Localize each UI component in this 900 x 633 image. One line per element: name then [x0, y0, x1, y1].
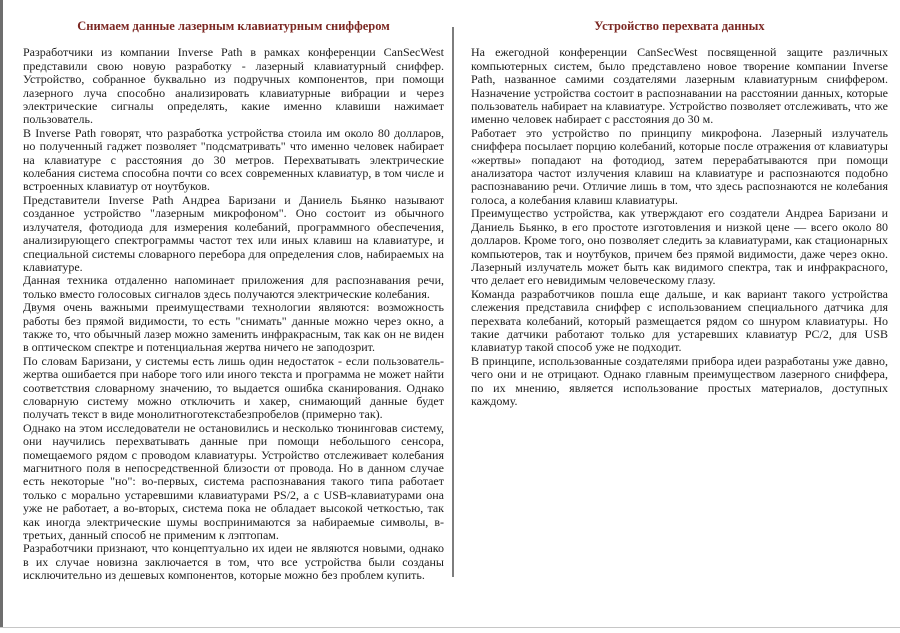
left-paragraph: Разработчики признают, что концептуально их идеи не являются новыми, однако в их случае новизна заключается в том, что все устройства были созданы исключительно из дешевых компонентов, которые можно без проблем купить.	[23, 541, 444, 583]
right-paragraph: В принципе, использованные создателями прибора идеи разработаны уже давно, чего они и не отрицают. Однако главным преимуществом лазерного сниффера, по их мнению, является использование простых материалов, доступных каждому.	[471, 353, 888, 408]
right-paragraph: Работает это устройство по принципу микрофона. Лазерный излучатель сниффера посылает порцию колебаний, которые после отражения от клавиатуры «жертвы» попадают на фотодиод, затем перерабатываются при помощи анализатора частот излучения клавиш на клавиатуре и распознаются подобно распознаванию речи. Отличие лишь в том, что здесь распознаются не колебания голоса, а колебания клавиш клавиатуры.	[471, 125, 888, 207]
left-paragraph: Двумя очень важными преимуществами технологии являются: возможность работы без прямой видимости, то есть "снимать" данные можно через окно, а также то, что обычный лазер можно заменить инфракрасным, так как он не виден в оптическом спектре и потенциальная жертва ничего не заподозрит.	[23, 300, 444, 355]
page-bottom-edge	[0, 627, 900, 628]
page-left-edge	[0, 0, 3, 628]
left-column	[23, 20, 444, 583]
column-divider	[452, 27, 454, 577]
left-paragraph: Данная техника отдаленно напоминает приложения для распознавания речи, только вместо голосовых сигналов здесь получаются электрические колебания.	[23, 273, 444, 301]
right-column-heading: Устройство перехвата данных	[594, 19, 765, 33]
left-paragraph: Разработчики из компании Inverse Path в рамках конференции CanSecWest представили свою новую разработку - лазерный клавиатурный сниффер. Устройство, собранное буквально из подручных компонентов, при помощи лазерного луча способно анализировать клавиатурные вибрации и через электрические сигналы определять, какие именно клавиши нажимает пользователь.	[23, 45, 444, 127]
left-paragraph: Однако на этом исследователи не остановились и несколько тюнинговав систему, они научились перехватывать данные при помощи небольшого сенсора, помещаемого рядом с проводом клавиатуры. Устройство отслеживает колебания магнитного поля в непосредственной близости от провода. Но в данном случае есть некоторые "но": во-первых, система распознавания такого типа работает только с морально устаревшими клавиатурами PS/2, а с USB-клавиатурами она уже не работает, а во-вторых, система пока не обладает высокой четкостью, так как иногда электрические шумы воспринимаются за набираемые символы, в-третьих, данный способ не применим к лэптопам.	[23, 420, 444, 543]
right-paragraph: Преимущество устройства, как утверждают его создатели Андреа Баризани и Даниель Бьянко, в его простоте изготовления и низкой цене — всего около 80 долларов. Кроме того, оно позволяет следить за клавиатурами, как стационарных компьютеров, так и ноутбуков, причем без прямой видимости, даже через окно. Лазерный излучатель может быть как видимого спектра, так и инфракрасного, что делает его невидимым человеческому глазу.	[471, 206, 888, 288]
left-paragraph: По словам Баризани, у системы есть лишь один недостаток - если пользователь-жертва ошибается при наборе того или иного текста и программа не может найти соответствия словарному значению, то выдается ошибка сканирования. Однако словарную систему можно отключить и хакер, снимающий данные будет получать текст в виде монолитноготекстабезпробелов (примерно так).	[23, 353, 444, 422]
left-paragraph: В Inverse Path говорят, что разработка устройства стоила им около 80 долларов, но полученный гаджет позволяет "подсматривать" что именно человек набирает на клавиатуре с расстояния до 30 метров. Перехватывать электрические колебания система способна почти со всех современных клавиатур, в том числе и встроенных клавиатур от ноутбуков.	[23, 125, 444, 194]
left-paragraph: Представители Inverse Path Андреа Баризани и Даниель Бьянко называют созданное устройство "лазерным микрофоном". Оно состоит из обычного излучателя, фотодиода для измерения колебаний, программного обеспечения, анализирующего спектрограммы частот тех или иных клавиш на клавиатуре, и специальной системы словарного перебора для определения слов, набираемых на клавиатуре.	[23, 192, 444, 274]
right-paragraph: Команда разработчиков пошла еще дальше, и как вариант такого устройства слежения представила сниффер с использованием специального датчика для перехвата колебаний, который размещается рядом со шнуром клавиатуры. Но такие датчики работают только для устаревших клавиатур PC/2, для USB клавиатур такой способ уже не подходит.	[471, 286, 888, 355]
left-column-heading: Снимаем данные лазерным клавиатурным сниффером	[77, 19, 390, 33]
right-paragraph: На ежегодной конференции CanSecWest посвященной защите различных компьютерных систем, было представлено новое творение компании Inverse Path, названное самими создателями лазерным клавиатурным сниффером. Назначение устройства состоит в распознавании на расстоянии данных, которые пользователь набирает на клавиатуре. Устройство позволяет отслеживать, что же именно человек набирает с расстояния до 30 м.	[471, 45, 888, 127]
right-column	[471, 20, 888, 408]
